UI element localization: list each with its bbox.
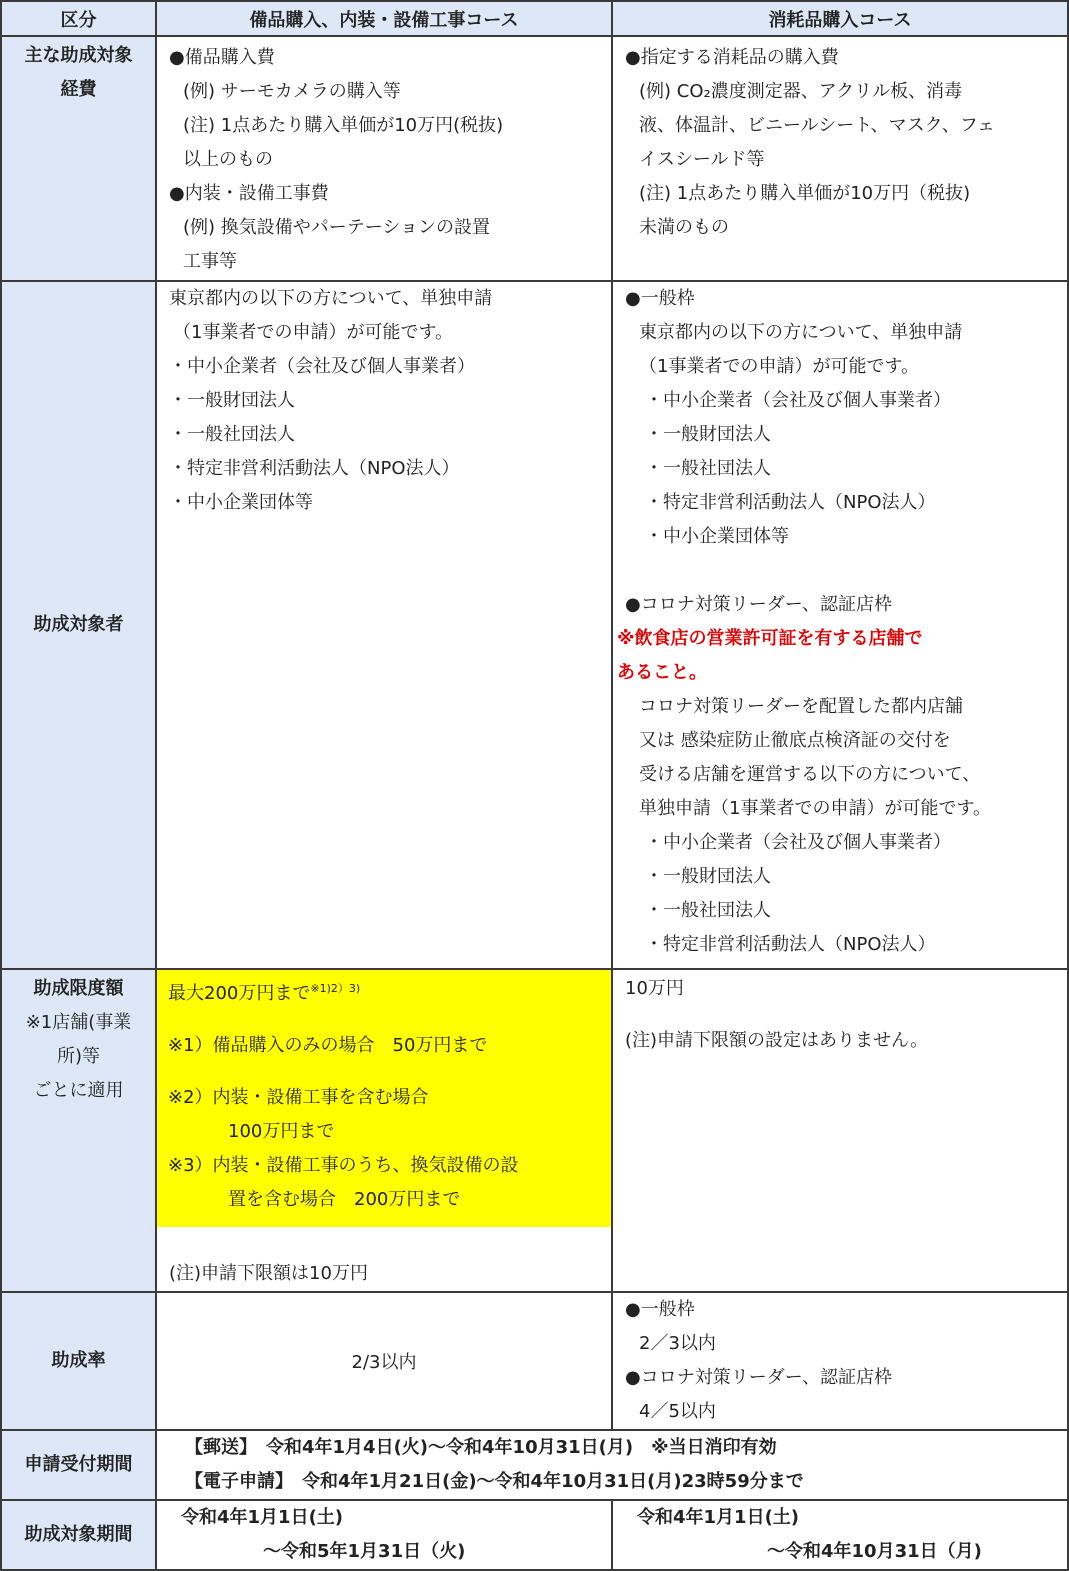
recipient-b-corona: ●コロナ対策リーダー、認証店枠 <box>625 594 892 615</box>
limit-b-note: (注)申請下限額の設定はありません。 <box>625 1030 929 1051</box>
target-period-label: 助成対象期間 <box>1 1500 156 1570</box>
recipient-b-citem: ・一般社団法人 <box>645 900 771 921</box>
recipient-b-g1: 東京都内の以下の方について、単独申請 <box>639 322 963 343</box>
expense-b-ex1: (例) CO₂濃度測定器、アクリル板、消毒 <box>639 81 963 102</box>
recipient-b-general: ●一般枠 <box>625 288 695 309</box>
period-mail: 【郵送】 令和4年1月4日(火)～令和4年10月31日(月) ※当日消印有効 <box>185 1437 777 1458</box>
recipient-b-gitem: ・一般社団法人 <box>645 458 771 479</box>
recipient-b-c4: 単独申請（1事業者での申請）が可能です。 <box>639 798 992 819</box>
limit-a-max: 最大200万円まで <box>168 983 311 1004</box>
limit-a-max-sup: ※1)2）3) <box>310 982 361 995</box>
header-row <box>1 1 1068 36</box>
limit-b-amount: 10万円 <box>625 978 684 999</box>
recipient-a-item: ・中小企業者（会社及び個人事業者） <box>169 356 475 377</box>
expense-a-ex3: 工事等 <box>183 251 237 272</box>
recipient-b-warning1: ※飲食店の営業許可証を有する店舗で <box>617 628 923 649</box>
expenses-row <box>1 36 1068 281</box>
target-period-course-a <box>156 1500 612 1570</box>
target-period-course-b <box>612 1500 1068 1570</box>
period-online: 【電子申請】 令和4年1月21日(金)～令和4年10月31日(月)23時59分まで <box>185 1471 804 1492</box>
rate-row <box>1 1292 1068 1430</box>
limit-a-note2b: 100万円まで <box>228 1121 335 1142</box>
limit-a-note3b: 置を含む場合 200万円まで <box>228 1189 461 1210</box>
recipient-b-gitem: ・特定非営利活動法人（NPO法人） <box>645 492 936 513</box>
limit-label <box>1 969 156 1292</box>
recipients-label: 助成対象者 <box>1 281 156 969</box>
recipients-course-b <box>612 281 1068 969</box>
recipient-b-citem: ・一般財団法人 <box>645 866 771 887</box>
recipient-b-citem: ・中小企業者（会社及び個人事業者） <box>645 832 951 853</box>
recipient-b-warning2: あること。 <box>617 662 707 683</box>
expense-b-note2: 未満のもの <box>639 217 729 238</box>
rate-b-general-value: 2／3以内 <box>639 1333 716 1354</box>
expense-a-note1: (注) 1点あたり購入単価が10万円(税抜) <box>183 115 504 136</box>
recipient-a-line1: 東京都内の以下の方について、単独申請 <box>169 288 493 309</box>
limit-label-line4: ごとに適用 <box>33 1080 124 1101</box>
recipient-a-item: ・一般財団法人 <box>169 390 295 411</box>
target-a-end: ～令和5年1月31日（火) <box>263 1541 466 1562</box>
target-period-row <box>1 1500 1068 1570</box>
recipient-a-item: ・一般社団法人 <box>169 424 295 445</box>
rate-b-corona-value: 4／5以内 <box>639 1401 716 1422</box>
application-period-label: 申請受付期間 <box>1 1430 156 1500</box>
recipient-b-gitem: ・一般財団法人 <box>645 424 771 445</box>
header-course-a: 備品購入、内装・設備工事コース <box>156 1 612 36</box>
recipients-row <box>1 281 1068 969</box>
rate-label: 助成率 <box>1 1292 156 1430</box>
expenses-course-b <box>612 36 1068 281</box>
limit-a-note1: ※1）備品購入のみの場合 50万円まで <box>168 1035 488 1056</box>
limit-label-line1: 助成限度額 <box>33 978 124 999</box>
limit-course-b <box>612 969 1068 1292</box>
expense-a-note2: 以上のもの <box>183 149 273 170</box>
recipient-b-citem: ・特定非営利活動法人（NPO法人） <box>645 934 936 955</box>
recipient-a-item: ・特定非営利活動法人（NPO法人） <box>169 458 460 479</box>
application-period-value <box>156 1430 1068 1500</box>
limit-a-note3: ※3）内装・設備工事のうち、換気設備の設 <box>168 1155 519 1176</box>
recipient-b-c1: コロナ対策リーダーを配置した都内店舗 <box>639 696 963 717</box>
limit-a-highlight <box>156 970 612 1227</box>
expense-a-ex2: (例) 換気設備やパーテーションの設置 <box>183 217 491 238</box>
limit-label-line3: 所)等 <box>56 1046 101 1067</box>
header-course-b: 消耗品購入コース <box>612 1 1068 36</box>
limit-a-note2: ※2）内装・設備工事を含む場合 <box>168 1087 429 1108</box>
recipients-course-a <box>156 281 612 969</box>
expense-a-bullet1: ●備品購入費 <box>169 47 275 68</box>
expenses-label-line2: 経費 <box>60 79 97 100</box>
recipient-b-gitem: ・中小企業団体等 <box>645 526 789 547</box>
application-period-row <box>1 1430 1068 1500</box>
expense-b-ex2: 液、体温計、ビニールシート、マスク、フェ <box>639 115 995 136</box>
expense-a-ex1: (例) サーモカメラの購入等 <box>183 81 401 102</box>
expense-b-note1: (注) 1点あたり購入単価が10万円（税抜) <box>639 183 971 204</box>
recipient-b-gitem: ・中小企業者（会社及び個人事業者） <box>645 390 951 411</box>
limit-a-lower: (注)申請下限額は10万円 <box>169 1263 368 1284</box>
rate-course-b <box>612 1292 1068 1430</box>
expense-b-ex3: イスシールド等 <box>639 149 765 170</box>
target-b-end: ～令和4年10月31日（月) <box>767 1541 982 1562</box>
recipient-a-line2: （1事業者での申請）が可能です。 <box>173 322 454 343</box>
target-a-start: 令和4年1月1日(土) <box>181 1507 344 1528</box>
target-b-start: 令和4年1月1日(土) <box>637 1507 800 1528</box>
recipient-b-c2: 又は 感染症防止徹底点検済証の交付を <box>639 730 951 751</box>
rate-b-corona: ●コロナ対策リーダー、認証店枠 <box>625 1367 892 1388</box>
expenses-label <box>1 36 156 281</box>
expense-a-bullet2: ●内装・設備工事費 <box>169 183 329 204</box>
expenses-label-line1: 主な助成対象 <box>24 45 133 66</box>
rate-b-general: ●一般枠 <box>625 1299 695 1320</box>
recipient-b-g2: （1事業者での申請）が可能です。 <box>639 356 920 377</box>
recipient-a-item: ・中小企業団体等 <box>169 492 313 513</box>
header-category: 区分 <box>1 1 156 36</box>
rate-course-a: 2/3以内 <box>156 1292 612 1430</box>
limit-row <box>1 969 1068 1292</box>
expenses-course-a <box>156 36 612 281</box>
limit-label-line2: ※1店舗(事業 <box>25 1012 132 1033</box>
limit-course-a <box>156 969 612 1292</box>
expense-b-bullet1: ●指定する消耗品の購入費 <box>625 47 839 68</box>
recipient-b-c3: 受ける店舗を運営する以下の方について、 <box>639 764 981 785</box>
